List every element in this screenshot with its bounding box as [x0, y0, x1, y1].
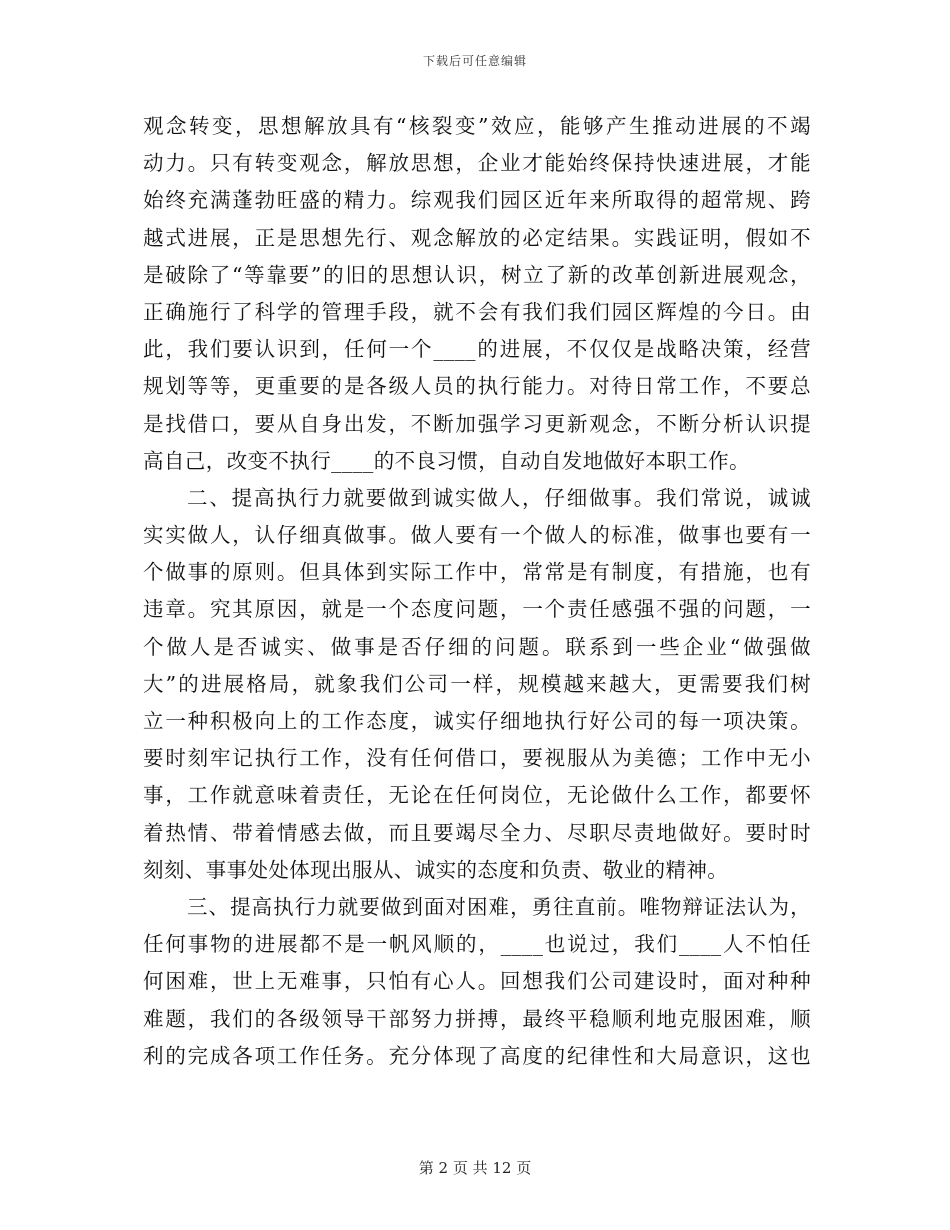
paragraph-end-line: 刻刻、事事处处体现出服从、诚实的态度和负责、敬业的精神。 [143, 857, 729, 882]
text-line: 正确施行了科学的管理手段，就不会有我们我们园区辉煌的今日。由 [143, 299, 811, 324]
section-two-heading-line: 二、提高执行力就要做到诚实做人，仔细做事。我们常说，诚诚 [187, 485, 811, 510]
text-line: 实实做人，认仔细真做事。做人要有一个做人的标准，做事也要有一 [143, 523, 811, 548]
text-line: 规划等等，更重要的是各级人员的执行能力。对待日常工作，不要总 [143, 374, 811, 399]
text-line: 个做事的原则。但具体到实际工作中，常常是有制度，有措施，也有 [143, 560, 811, 585]
document-body [143, 108, 811, 1075]
section-three-heading-line: 三、提高执行力就要做到面对困难，勇往直前。唯物辩证法认为， [187, 894, 811, 919]
text-line: 观念转变，思想解放具有“核裂变”效应，能够产生推动进展的不竭 [143, 114, 811, 138]
text-line: 事，工作就意味着责任，无论在任何岗位，无论做什么工作，都要怀 [143, 783, 811, 808]
text-line: 何困难，世上无难事，只怕有心人。回想我们公司建设时，面对种种 [143, 969, 811, 994]
text-line: 大”的进展格局，就象我们公司一样，规模越来越大，更需要我们树 [143, 671, 811, 696]
text-line: 任何事物的进展都不是一帆风顺的，____也说过，我们____人不怕任 [143, 932, 811, 957]
page-number-footer: 第 2 页 共 12 页 [418, 1159, 532, 1177]
text-line: 动力。只有转变观念，解放思想，企业才能始终保持快速进展，才能 [143, 151, 811, 176]
text-line: 是找借口，要从自身出发，不断加强学习更新观念，不断分析认识提 [143, 411, 811, 436]
page-header: 下载后可任意编辑 [422, 54, 527, 68]
text-line: 个做人是否诚实、做事是否仔细的问题。联系到一些企业“做强做 [143, 634, 811, 659]
text-line: 要时刻牢记执行工作，没有任何借口，要视服从为美德；工作中无小 [143, 746, 811, 771]
text-line: 立一种积极向上的工作态度，诚实仔细地执行好公司的每一项决策。 [143, 709, 811, 733]
text-line: 着热情、带着情感去做，而且要竭尽全力、尽职尽责地做好。要时时 [143, 820, 811, 845]
text-line: 违章。究其原因，就是一个态度问题，一个责任感强不强的问题，一 [143, 597, 811, 622]
text-line: 难题，我们的各级领导干部努力拼搏，最终平稳顺利地克服困难，顺 [143, 1006, 811, 1031]
text-line: 始终充满蓬勃旺盛的精力。综观我们园区近年来所取得的超常规、跨 [143, 188, 811, 213]
text-line: 是破除了“等靠要”的旧的思想认识，树立了新的改革创新进展观念， [143, 262, 811, 287]
text-line: 越式进展，正是思想先行、观念解放的必定结果。实践证明，假如不 [143, 225, 811, 250]
text-line: 利的完成各项工作任务。充分体现了高度的纪律性和大局意识，这也 [143, 1043, 811, 1068]
paragraph-end-line: 高自己，改变不执行____的不良习惯，自动自发地做好本职工作。 [143, 448, 750, 473]
text-line: 此，我们要认识到，任何一个____的进展，不仅仅是战略决策，经营 [143, 337, 811, 362]
